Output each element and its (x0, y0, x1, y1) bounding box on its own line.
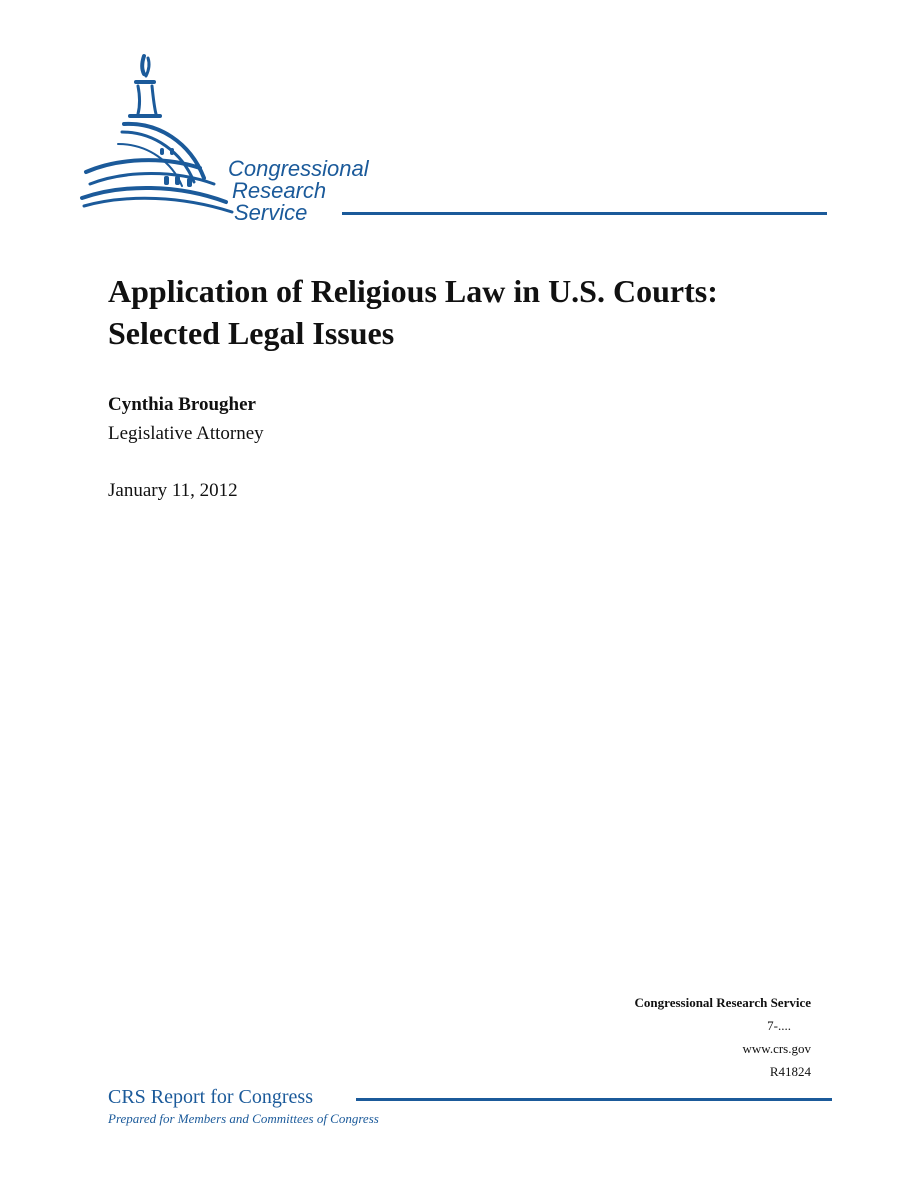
meta-organization: Congressional Research Service (634, 995, 811, 1010)
report-title: Application of Religious Law in U.S. Courts: Selected Legal Issues (108, 273, 718, 351)
logo-text-research: Research (232, 178, 327, 203)
header-rule (342, 212, 827, 215)
author-role: Legislative Attorney (108, 423, 264, 444)
meta-number: 7-.... (767, 1018, 791, 1033)
meta-report-id: R41824 (769, 1064, 811, 1079)
report-meta (635, 991, 811, 1083)
footer-rule (356, 1098, 832, 1101)
crs-logo (78, 52, 418, 227)
report-date: January 11, 2012 (108, 480, 238, 501)
author-name: Cynthia Brougher (108, 394, 256, 415)
logo-text-service: Service (234, 200, 308, 225)
footer-subtitle: Prepared for Members and Committees of Congress (108, 1111, 379, 1126)
logo-text-congressional: Congressional (228, 156, 369, 181)
meta-website-link[interactable]: www.crs.gov (742, 1041, 811, 1056)
capitol-dome-icon (78, 52, 248, 227)
footer-title: CRS Report for Congress (108, 1086, 313, 1108)
